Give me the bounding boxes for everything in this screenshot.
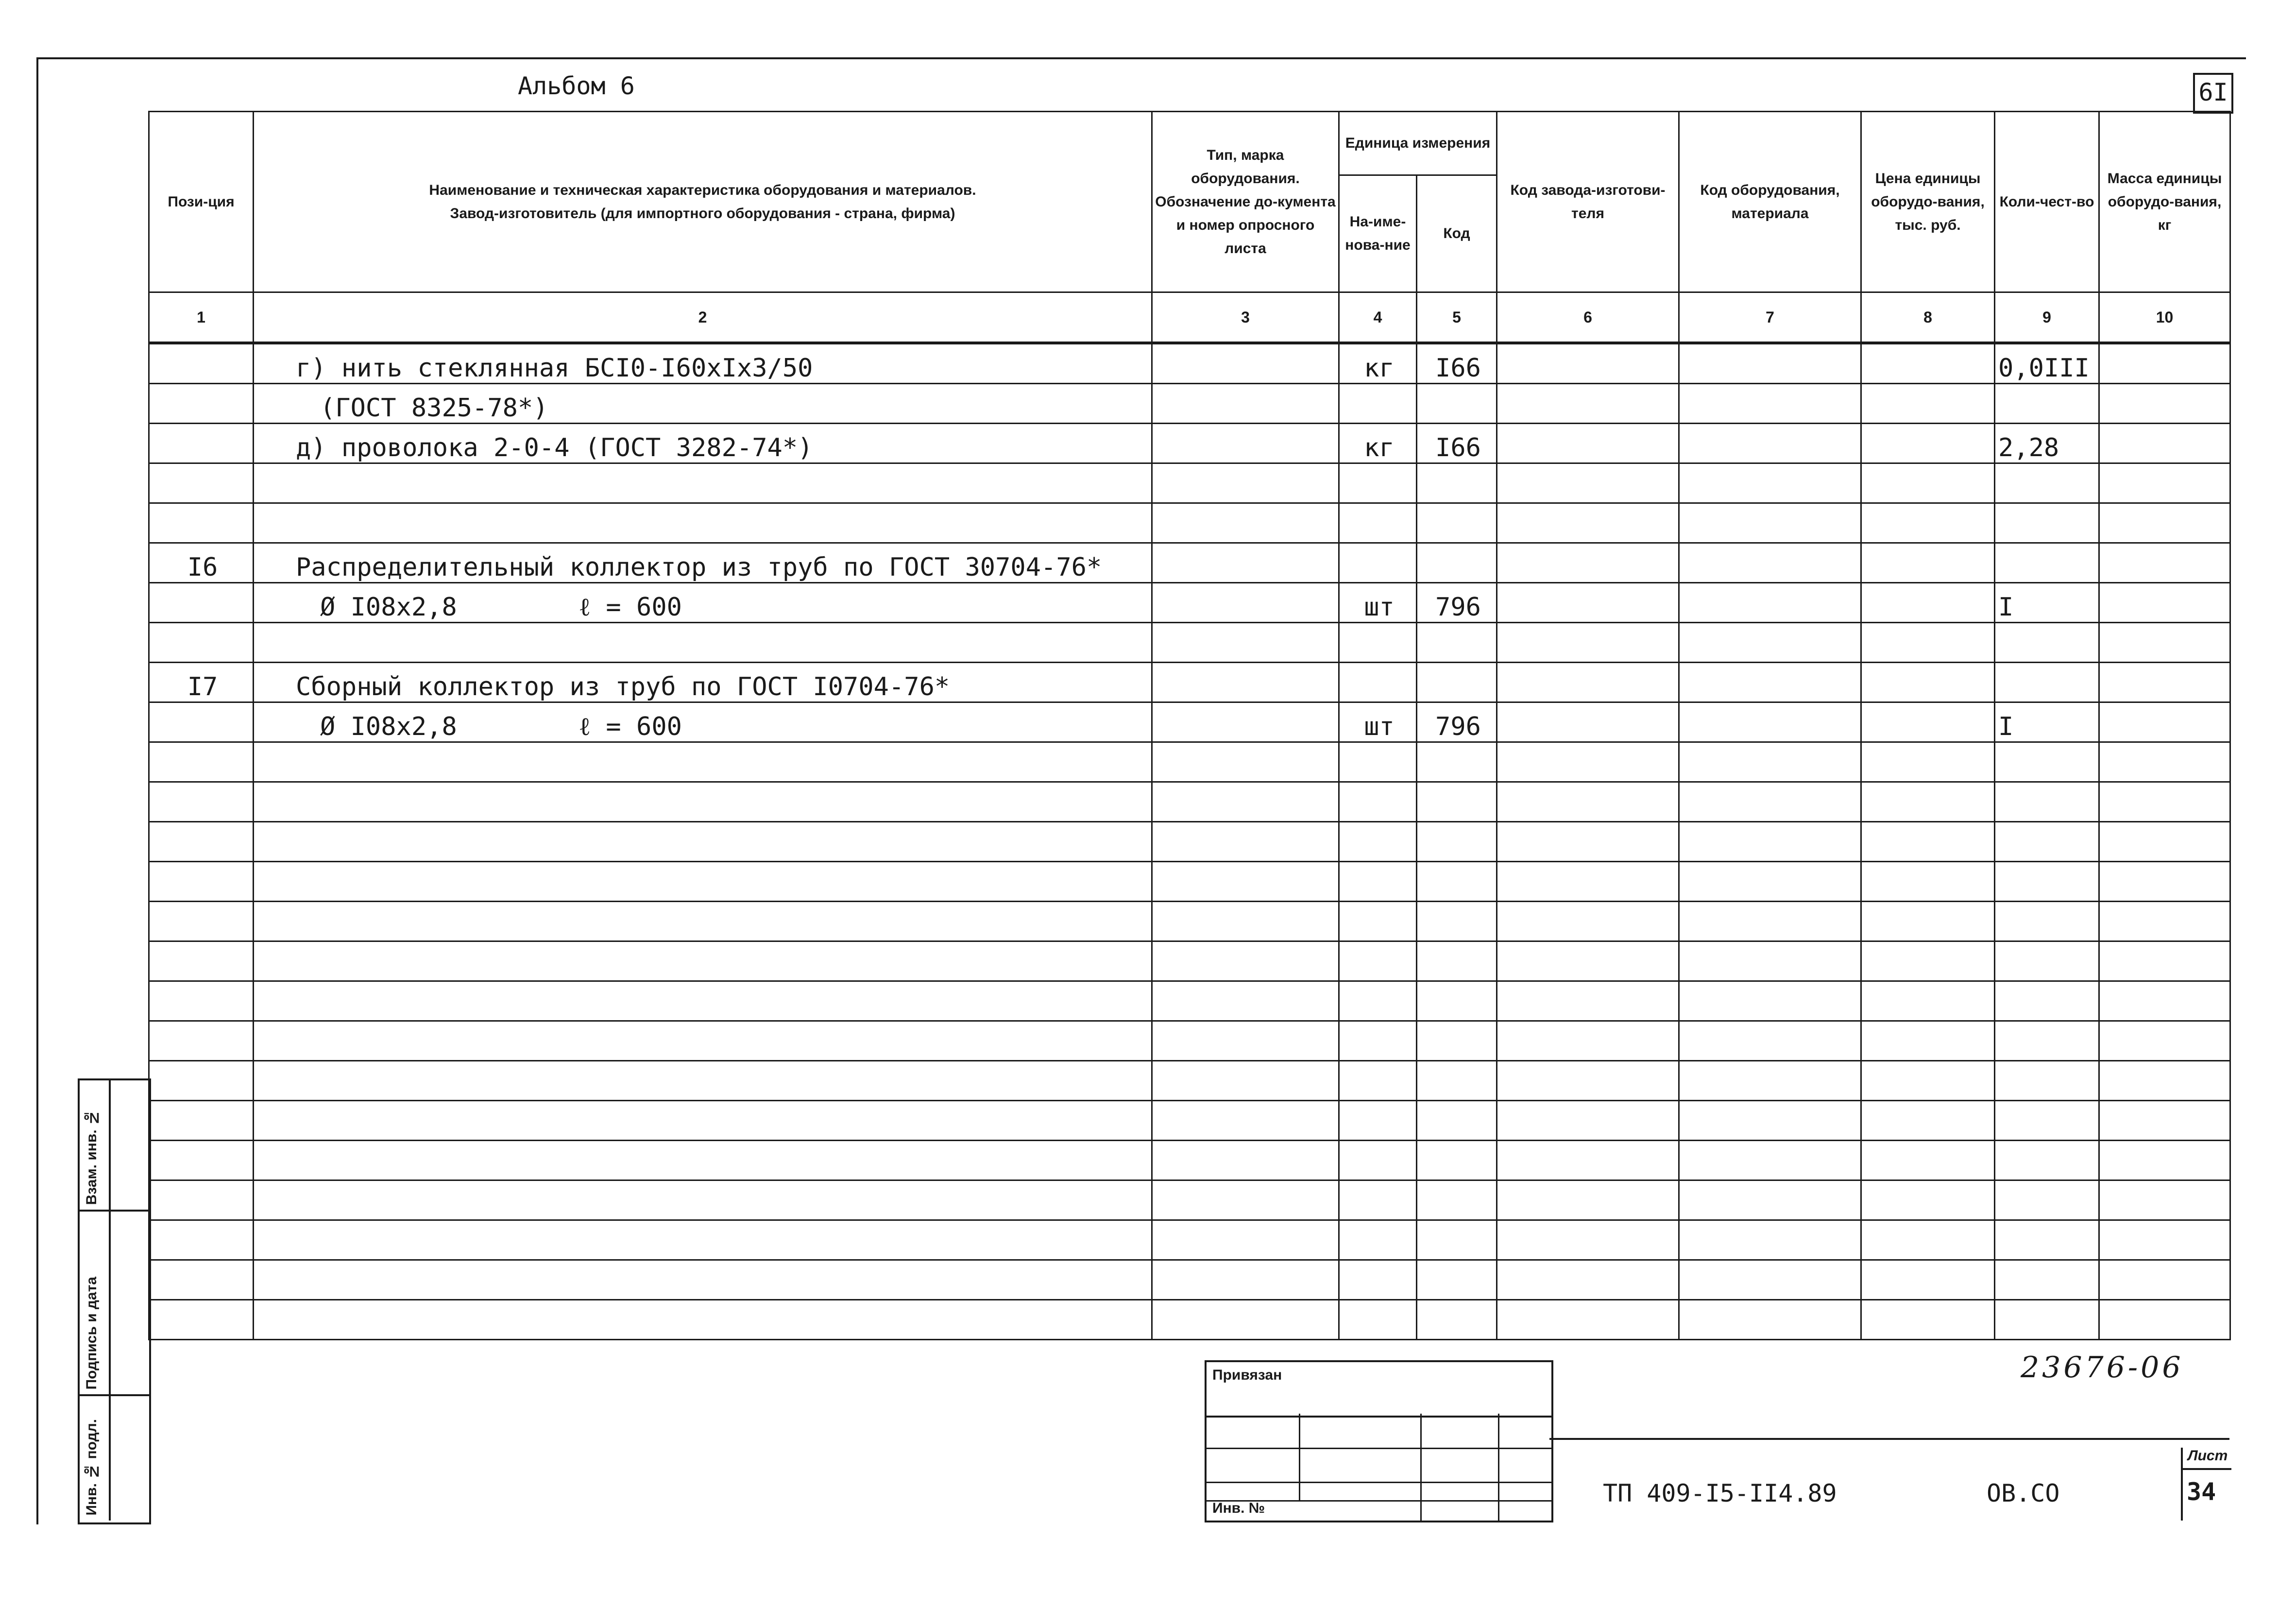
col-number: 2 xyxy=(254,292,1152,343)
header-row xyxy=(149,112,2230,175)
row-position xyxy=(149,384,254,424)
header-price: Цена единицы оборудо-вания, тыс. руб. xyxy=(1861,112,1995,292)
row-name-text: Распределительный коллектор из труб по ГОСТ 30704-76* xyxy=(296,553,1102,582)
empty-row xyxy=(149,1220,2230,1260)
row-unit-code xyxy=(1417,463,1497,503)
row-name xyxy=(254,543,1152,583)
title-block xyxy=(1549,1438,2229,1521)
header-position: Пози-ция xyxy=(149,112,254,292)
row-name-text: г) нить стеклянная БСI0-I60xIx3/50 xyxy=(296,354,813,383)
row-unit xyxy=(1339,384,1417,424)
header-name xyxy=(254,112,1152,292)
row-name xyxy=(254,702,1152,742)
col-number: 5 xyxy=(1417,292,1497,343)
table-row xyxy=(149,384,2230,424)
row-unit xyxy=(1339,543,1417,583)
album-label: Альбом 6 xyxy=(518,72,635,100)
empty-row xyxy=(149,862,2230,902)
row-name xyxy=(254,623,1152,663)
table-row xyxy=(149,503,2230,543)
empty-row xyxy=(149,941,2230,981)
row-position xyxy=(149,424,254,463)
row-unit-code: 796 xyxy=(1417,702,1497,742)
row-unit-code xyxy=(1417,384,1497,424)
header-name-line2: Завод-изготовитель (для импортного оборудования - страна, фирма) xyxy=(450,205,955,222)
table-row xyxy=(149,623,2230,663)
row-unit-code: I66 xyxy=(1417,343,1497,384)
row-quantity xyxy=(1995,543,2099,583)
document-code: ОВ.СО xyxy=(1987,1479,2060,1507)
row-unit: шт xyxy=(1339,702,1417,742)
stamp-privyazan-label: Привязан xyxy=(1212,1367,1282,1383)
row-quantity xyxy=(1995,623,2099,663)
row-unit xyxy=(1339,463,1417,503)
sheet-box xyxy=(2181,1448,2231,1521)
document-number: ТП 409-I5-II4.89 xyxy=(1603,1479,1837,1507)
sheet-label: Лист xyxy=(2188,1448,2228,1464)
row-unit: кг xyxy=(1339,424,1417,463)
row-unit-code xyxy=(1417,623,1497,663)
row-name xyxy=(254,343,1152,384)
row-unit xyxy=(1339,503,1417,543)
empty-row xyxy=(149,1101,2230,1141)
row-position xyxy=(149,463,254,503)
col-number: 3 xyxy=(1152,292,1339,343)
row-unit xyxy=(1339,623,1417,663)
empty-row xyxy=(149,902,2230,941)
handwritten-number: 23676-06 xyxy=(2021,1351,2184,1385)
column-numbers-row xyxy=(149,292,2230,343)
header-factory-code: Код завода-изготови-теля xyxy=(1497,112,1679,292)
empty-row xyxy=(149,1061,2230,1101)
col-number: 6 xyxy=(1497,292,1679,343)
empty-row xyxy=(149,1141,2230,1180)
sidebar-podpis xyxy=(80,1212,149,1396)
binding-stamp xyxy=(1205,1360,1549,1521)
empty-row xyxy=(149,1180,2230,1220)
table-row xyxy=(149,663,2230,702)
row-unit-code xyxy=(1417,543,1497,583)
empty-row xyxy=(149,1300,2230,1340)
row-unit: кг xyxy=(1339,343,1417,384)
row-position xyxy=(149,503,254,543)
header-unit-code: Код xyxy=(1417,175,1497,292)
empty-row xyxy=(149,782,2230,822)
row-quantity xyxy=(1995,663,2099,702)
row-name xyxy=(254,384,1152,424)
row-unit-code xyxy=(1417,503,1497,543)
row-name xyxy=(254,424,1152,463)
row-quantity: I xyxy=(1995,702,2099,742)
table-row xyxy=(149,583,2230,623)
row-position xyxy=(149,343,254,384)
sheet-number: 34 xyxy=(2187,1478,2216,1506)
specification-table xyxy=(148,111,2231,1340)
table-row xyxy=(149,543,2230,583)
col-number: 7 xyxy=(1679,292,1861,343)
page-number: 6I xyxy=(2193,73,2233,114)
header-unit-name: На-име-нова-ние xyxy=(1339,175,1417,292)
row-name-text: (ГОСТ 8325-78*) xyxy=(320,393,548,423)
empty-row xyxy=(149,822,2230,862)
row-unit-code: I66 xyxy=(1417,424,1497,463)
row-name xyxy=(254,663,1152,702)
row-type xyxy=(1152,343,1339,384)
row-unit-code: 796 xyxy=(1417,583,1497,623)
row-position: I7 xyxy=(149,663,254,702)
row-position xyxy=(149,623,254,663)
header-mass: Масса единицы оборудо-вания, кг xyxy=(2099,112,2230,292)
col-number: 4 xyxy=(1339,292,1417,343)
header-type: Тип, марка оборудования. Обозначение до-кумента и номер опросного листа xyxy=(1152,112,1339,292)
row-quantity xyxy=(1995,384,2099,424)
col-number: 9 xyxy=(1995,292,2099,343)
table-row xyxy=(149,343,2230,384)
row-name-text: д) проволока 2-0-4 (ГОСТ 3282-74*) xyxy=(296,433,813,462)
table-row xyxy=(149,702,2230,742)
sidebar-podpis-label: Подпись и дата xyxy=(84,1276,100,1389)
row-name-text: Ø I08x2,8 ℓ = 600 xyxy=(320,712,682,741)
row-unit xyxy=(1339,663,1417,702)
sidebar-inv-podl xyxy=(80,1396,149,1521)
sidebar-vzam-label: Взам. инв. № xyxy=(84,1109,100,1205)
row-name-text: Сборный коллектор из труб по ГОСТ I0704-76* xyxy=(296,672,950,701)
sidebar-vzam xyxy=(80,1080,149,1212)
row-quantity xyxy=(1995,503,2099,543)
header-unit-group: Единица измерения xyxy=(1339,112,1497,175)
row-unit-code xyxy=(1417,663,1497,702)
col-number: 1 xyxy=(149,292,254,343)
row-quantity: I xyxy=(1995,583,2099,623)
row-name xyxy=(254,583,1152,623)
row-unit: шт xyxy=(1339,583,1417,623)
row-quantity xyxy=(1995,463,2099,503)
row-position xyxy=(149,702,254,742)
row-quantity: 0,0III xyxy=(1995,343,2099,384)
row-position xyxy=(149,583,254,623)
row-quantity: 2,28 xyxy=(1995,424,2099,463)
header-equipment-code: Код оборудования, материала xyxy=(1679,112,1861,292)
approval-sidebar xyxy=(78,1078,151,1524)
row-position: I6 xyxy=(149,543,254,583)
col-number: 10 xyxy=(2099,292,2230,343)
table-row xyxy=(149,463,2230,503)
col-number: 8 xyxy=(1861,292,1995,343)
empty-row xyxy=(149,1260,2230,1300)
row-name xyxy=(254,463,1152,503)
stamp-inv-label: Инв. № xyxy=(1212,1500,1265,1516)
row-name-text: Ø I08x2,8 ℓ = 600 xyxy=(320,593,682,622)
table-row xyxy=(149,424,2230,463)
header-name-line1: Наименование и техническая характеристика оборудования и материалов. xyxy=(429,182,976,198)
sidebar-inv-podl-label: Инв. № подл. xyxy=(84,1419,100,1516)
row-name xyxy=(254,503,1152,543)
empty-row xyxy=(149,1021,2230,1061)
empty-row xyxy=(149,742,2230,782)
header-quantity: Коли-чест-во xyxy=(1995,112,2099,292)
empty-row xyxy=(149,981,2230,1021)
